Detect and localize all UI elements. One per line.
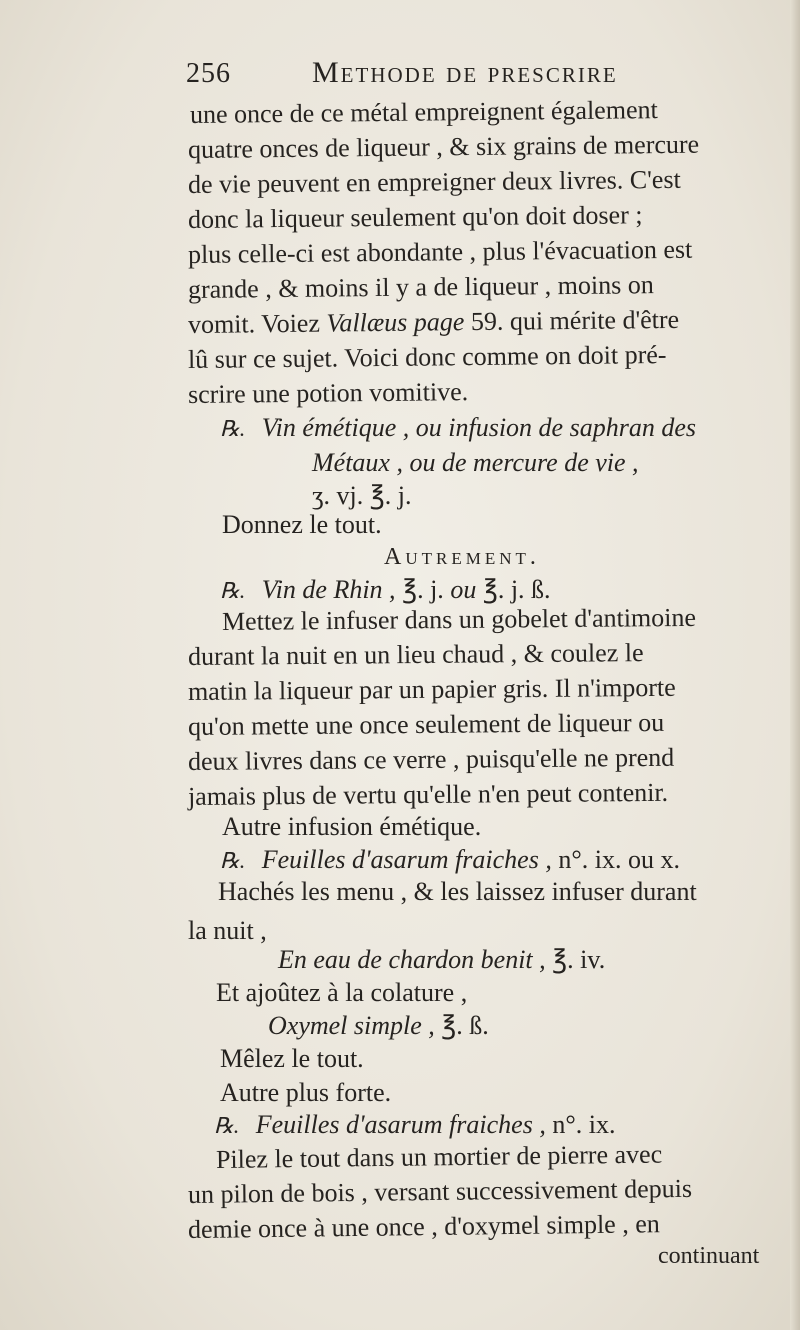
text-line: Pilez le tout dans un mortier de pierre avec	[215, 1139, 663, 1174]
text-line: une once de ce métal empreignent également	[189, 95, 658, 129]
recipe-dosage: n°. ix. ou x.	[551, 845, 680, 874]
text-line	[188, 305, 679, 340]
recipe-text: Vin émétique , ou infusion de saphran des	[261, 413, 696, 442]
catchword: continuant	[658, 1243, 760, 1269]
text-line: quatre onces de liqueur , & six grains de mercure	[187, 129, 700, 164]
recipe-text: Oxymel simple ,	[268, 1011, 435, 1040]
recipe-symbol: ℞.	[220, 578, 246, 603]
recipe-line	[214, 1110, 615, 1141]
text-line: Mêlez le tout.	[220, 1044, 364, 1073]
recipe-dosage: ℥. j.	[395, 575, 451, 604]
text-line: Hachés les menu , & les laissez infuser durant	[218, 877, 697, 906]
text-line: qu'on mette une once seulement de liqueur ou	[187, 707, 665, 741]
citation-italic: Vallæus page	[326, 307, 465, 338]
recipe-dosage: n°. ix.	[545, 1110, 616, 1139]
text-line: deux livres dans ce verre , puisqu'elle ne prend	[187, 742, 675, 776]
page-number: 256	[186, 58, 231, 89]
text-line: donc la liqueur seulement qu'on doit doser ;	[187, 200, 643, 234]
recipe-text: Feuilles d'asarum fraiches ,	[255, 1110, 546, 1139]
recipe-text: Vin de Rhin ,	[261, 575, 396, 604]
text-line: Autre infusion émétique.	[222, 812, 482, 841]
text-line: un pilon de bois , versant successivement depuis	[187, 1173, 693, 1209]
recipe-dosage: ʒ. vj. ℥. j.	[312, 481, 412, 510]
section-heading: Autrement.	[384, 544, 540, 570]
recipe-dosage: ℥. j. ß.	[476, 575, 551, 604]
text-run: 59. qui mérite d'être	[464, 304, 680, 337]
recipe-text: En eau de chardon benit ,	[278, 945, 546, 974]
recipe-line	[268, 1011, 489, 1041]
recipe-symbol: ℞.	[220, 848, 246, 873]
text-line: Et ajoûtez à la colature ,	[216, 978, 468, 1007]
recipe-text: ou	[450, 575, 477, 604]
text-line: Mettez le infuser dans un gobelet d'antimoine	[221, 602, 697, 636]
recipe-dosage: ℥. iv.	[545, 945, 606, 974]
recipe-line	[278, 945, 605, 975]
text-run: vomit. Voiez	[187, 308, 327, 339]
running-header	[186, 56, 708, 96]
text-line: durant la nuit en un lieu chaud , & coulez le	[187, 638, 644, 671]
recipe-line	[220, 575, 551, 606]
text-line: de vie peuvent en empreigner deux livres. C'est	[187, 164, 681, 199]
text-line: demie once à une once , d'oxymel simple , en	[187, 1209, 660, 1244]
text-line: lû sur ce sujet. Voici donc comme on doit pré-	[187, 339, 667, 374]
recipe-symbol: ℞.	[214, 1113, 240, 1138]
recipe-line	[220, 845, 680, 876]
text-line: la nuit ,	[188, 916, 267, 945]
recipe-line: Métaux , ou de mercure de vie ,	[312, 448, 639, 477]
recipe-dosage: ℥. ß.	[434, 1011, 489, 1040]
text-line: plus celle-ci est abondante , plus l'évacuation est	[187, 234, 693, 269]
recipe-line	[220, 413, 696, 444]
running-title: Methode de prescrire	[312, 56, 618, 89]
text-line: scrire une potion vomitive.	[187, 377, 469, 409]
text-line: matin la liqueur par un papier gris. Il n'importe	[187, 672, 676, 706]
recipe-text: Feuilles d'asarum fraiches ,	[261, 845, 552, 874]
recipe-symbol: ℞.	[220, 416, 246, 441]
text-line: jamais plus de vertu qu'elle n'en peut contenir.	[187, 777, 669, 811]
text-line: grande , & moins il y a de liqueur , moins on	[187, 270, 654, 304]
text-line: Donnez le tout.	[222, 510, 382, 539]
text-line: Autre plus forte.	[220, 1078, 392, 1107]
